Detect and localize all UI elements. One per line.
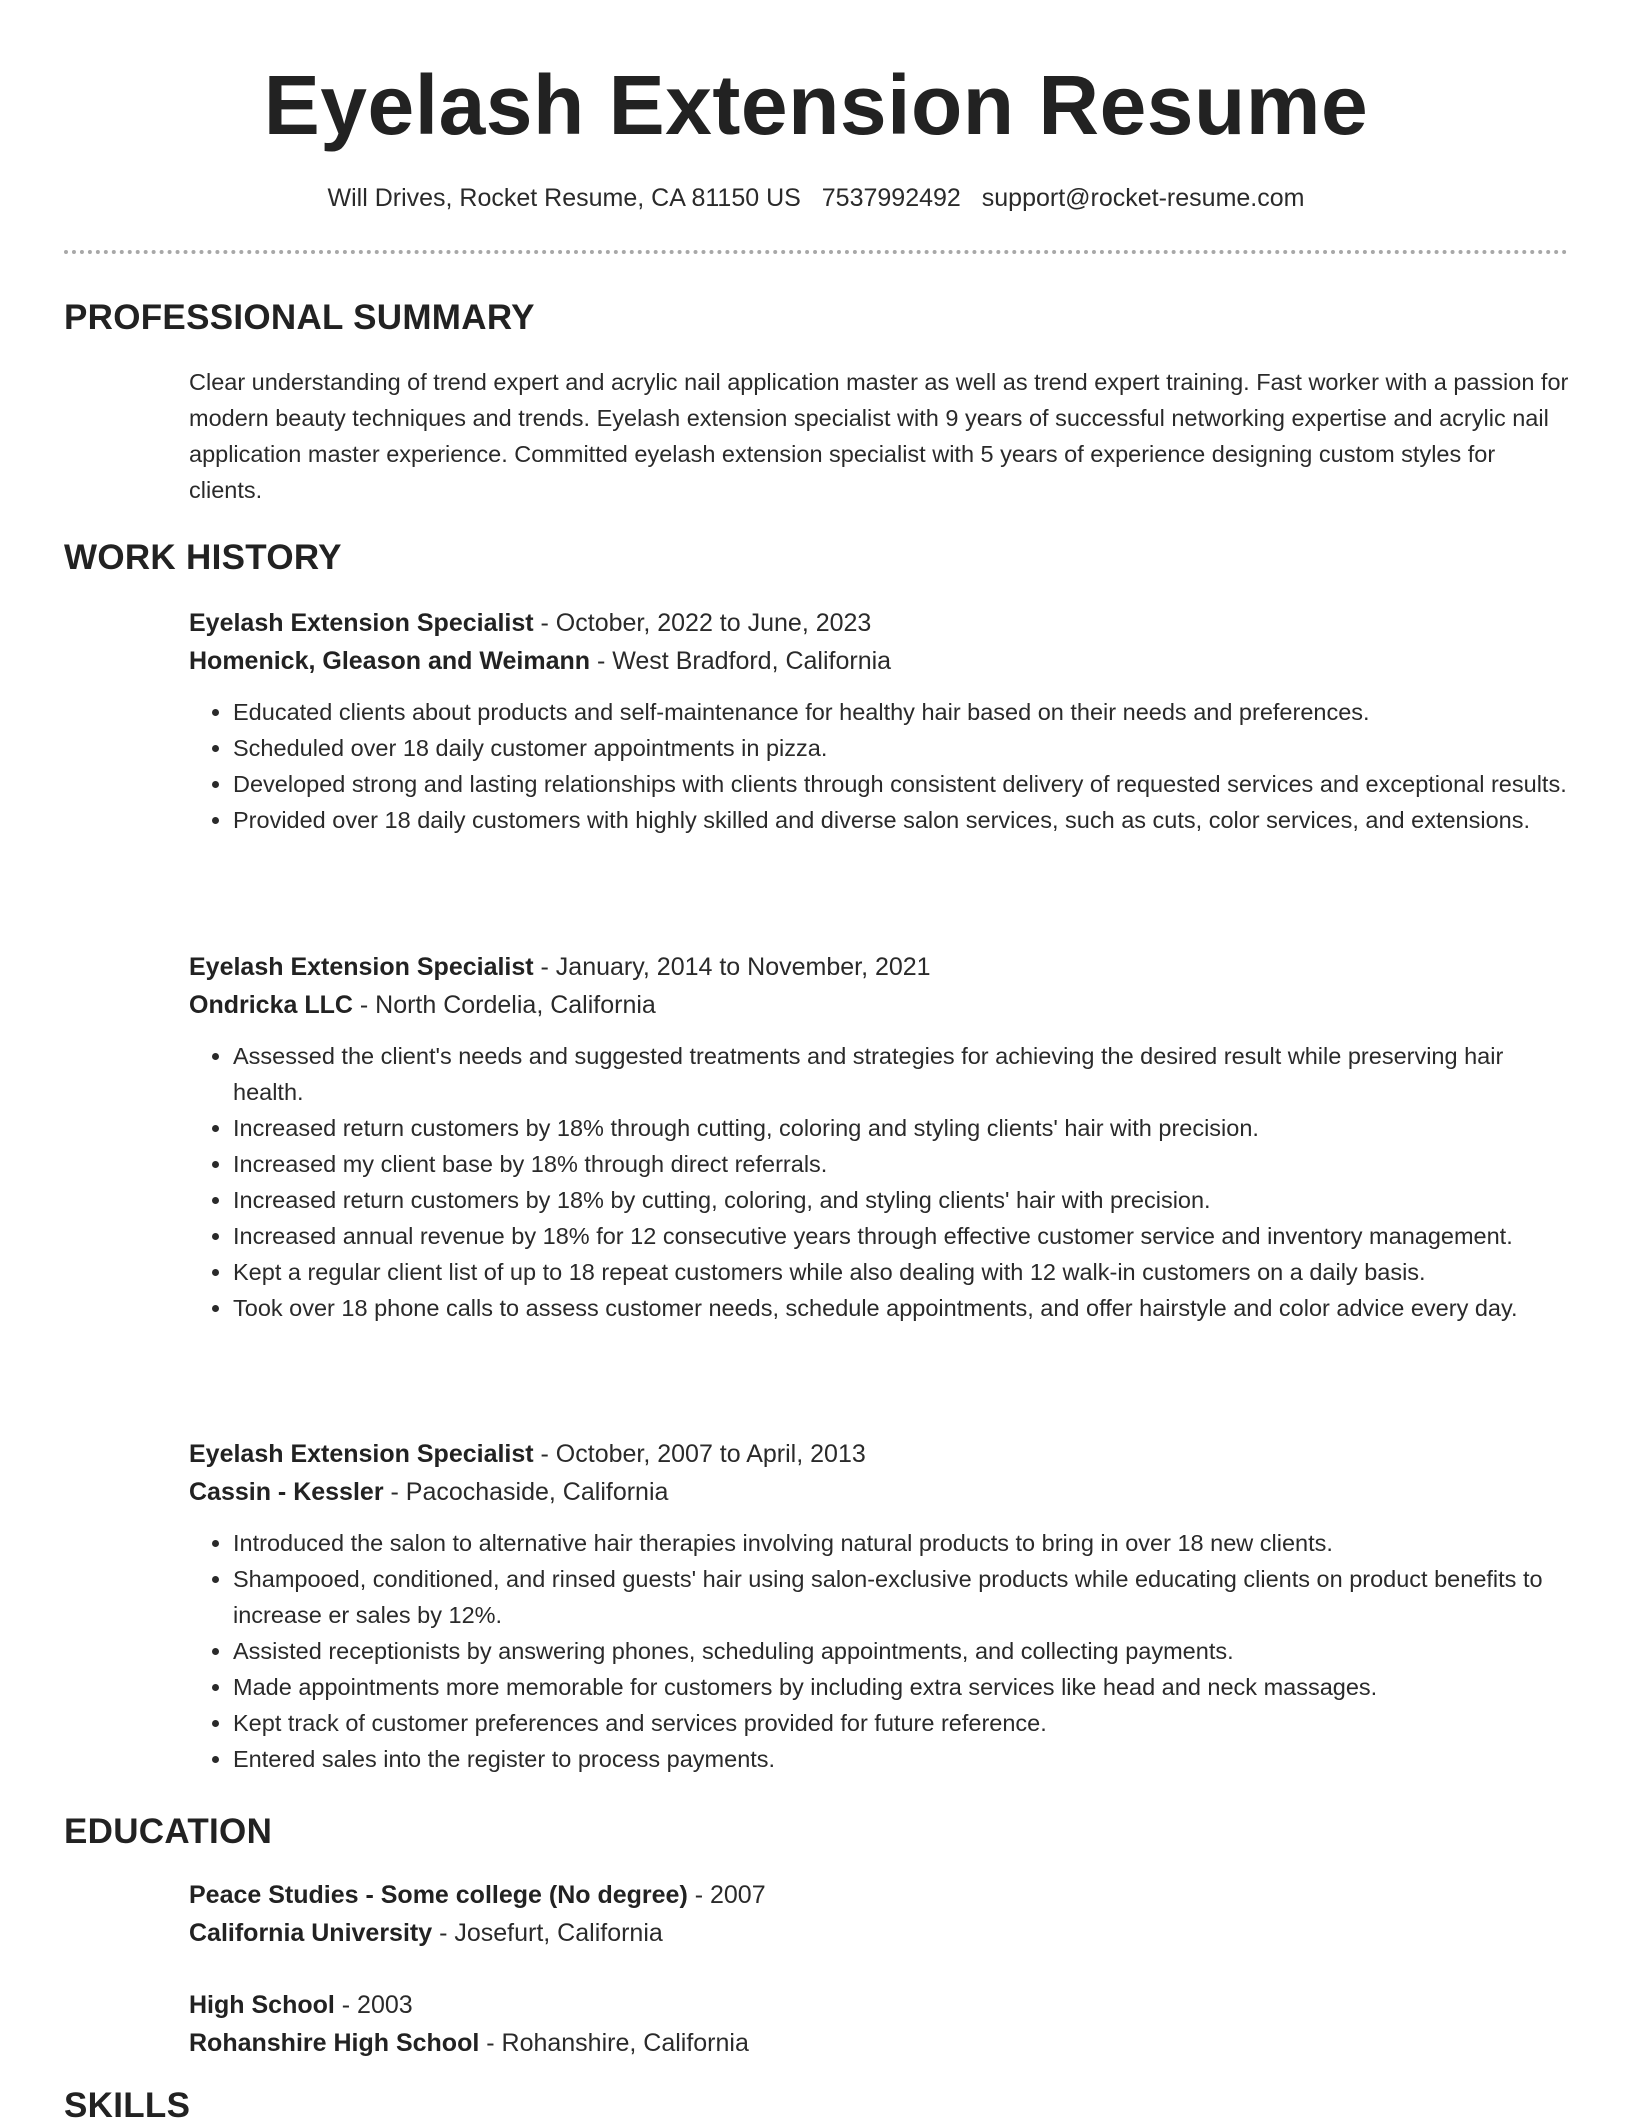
education-degree-line xyxy=(189,1986,1569,2024)
contact-email: support@rocket-resume.com xyxy=(981,184,1305,212)
job-bullet: • Scheduled over 18 daily customer appointments in pizza. xyxy=(233,730,1569,766)
job-bullet: • Increased annual revenue by 18% for 12 consecutive years through effective customer service and inventory management. xyxy=(233,1218,1569,1254)
education-school: Rohanshire High School xyxy=(189,2029,480,2057)
job-company: Ondricka LLC xyxy=(189,991,353,1019)
job-bullets xyxy=(189,1038,1569,1326)
job-bullet: • Entered sales into the register to process payments. xyxy=(233,1741,1569,1777)
education-school: California University xyxy=(189,1919,433,1947)
job-bullet: • Educated clients about products and self-maintenance for healthy hair based on their needs and preferences. xyxy=(233,694,1569,730)
section-title-skills: SKILLS xyxy=(64,2086,191,2125)
contact-address: Will Drives, Rocket Resume, CA 81150 US xyxy=(327,184,801,212)
job-bullet: • Kept track of customer preferences and services provided for future reference. xyxy=(233,1705,1569,1741)
education-year: - 2007 xyxy=(687,1881,766,1909)
section-title-summary: PROFESSIONAL SUMMARY xyxy=(64,298,535,337)
job-dates: - October, 2022 to June, 2023 xyxy=(533,609,872,637)
job-title: Eyelash Extension Specialist xyxy=(189,953,534,981)
job-company-line xyxy=(189,986,1569,1024)
education-school-line xyxy=(189,2024,1569,2062)
job-title-line xyxy=(189,1435,1569,1473)
job-bullet: • Made appointments more memorable for customers by including extra services like head and neck massages. xyxy=(233,1669,1569,1705)
job-title: Eyelash Extension Specialist xyxy=(189,1440,534,1468)
section-title-work-history: WORK HISTORY xyxy=(64,538,342,577)
job-bullet: • Assisted receptionists by answering phones, scheduling appointments, and collecting payments. xyxy=(233,1633,1569,1669)
section-title-education: EDUCATION xyxy=(64,1812,273,1851)
job-company-line xyxy=(189,1473,1569,1511)
job-dates: - January, 2014 to November, 2021 xyxy=(533,953,931,981)
summary-text: Clear understanding of trend expert and acrylic nail application master as well as trend expert training. Fast worker with a passion for modern beauty techniques and trends. Eyelash extension specialist with 9 years of successful networking expertise and acrylic nail application master experience. Committed eyelash extension specialist with 5 years of experience designing custom styles for clients. xyxy=(189,369,1569,503)
education-entry xyxy=(189,1876,1569,1952)
education-year: - 2003 xyxy=(334,1991,413,2019)
job-bullet: • Increased return customers by 18% by cutting, coloring, and styling clients' hair with precision. xyxy=(233,1182,1569,1218)
education-school-line xyxy=(189,1914,1569,1952)
job-bullet: • Kept a regular client list of up to 18 repeat customers while also dealing with 12 walk-in customers on a daily basis. xyxy=(233,1254,1569,1290)
job-entry xyxy=(189,1435,1569,1777)
job-location: - Pacochaside, California xyxy=(383,1478,669,1506)
education-location: - Josefurt, California xyxy=(432,1919,663,1947)
education-degree: High School xyxy=(189,1991,335,2019)
education-location: - Rohanshire, California xyxy=(479,2029,749,2057)
education-degree-line xyxy=(189,1876,1569,1914)
job-entry xyxy=(189,604,1569,838)
education-degree: Peace Studies - Some college (No degree) xyxy=(189,1881,688,1909)
job-bullet: • Provided over 18 daily customers with highly skilled and diverse salon services, such as cuts, color services, and extensions. xyxy=(233,802,1569,838)
job-title: Eyelash Extension Specialist xyxy=(189,609,534,637)
job-bullets xyxy=(189,694,1569,838)
resume-title: Eyelash Extension Resume xyxy=(263,58,1369,152)
job-bullet: • Shampooed, conditioned, and rinsed guests' hair using salon-exclusive products while educating clients on product benefits to increase er sales by 12%. xyxy=(233,1561,1569,1633)
job-bullet: • Introduced the salon to alternative hair therapies involving natural products to bring in over 18 new clients. xyxy=(233,1525,1569,1561)
job-bullet: • Assessed the client's needs and suggested treatments and strategies for achieving the desired result while preserving hair health. xyxy=(233,1038,1569,1110)
job-company: Cassin - Kessler xyxy=(189,1478,384,1506)
job-entry xyxy=(189,948,1569,1326)
job-company: Homenick, Gleason and Weimann xyxy=(189,647,591,675)
job-bullets xyxy=(189,1525,1569,1777)
job-bullet: • Developed strong and lasting relationships with clients through consistent delivery of requested services and exceptional results. xyxy=(233,766,1569,802)
education-entry xyxy=(189,1986,1569,2062)
job-title-line xyxy=(189,948,1569,986)
job-bullet: • Increased return customers by 18% through cutting, coloring and styling clients' hair with precision. xyxy=(233,1110,1569,1146)
job-bullet: • Increased my client base by 18% through direct referrals. xyxy=(233,1146,1569,1182)
contact-phone: 7537992492 xyxy=(821,184,961,212)
header-divider xyxy=(64,250,1568,254)
job-title-line xyxy=(189,604,1569,642)
job-location: - West Bradford, California xyxy=(590,647,892,675)
job-company-line xyxy=(189,642,1569,680)
job-location: - North Cordelia, California xyxy=(352,991,656,1019)
job-bullet: • Took over 18 phone calls to assess customer needs, schedule appointments, and offer hairstyle and color advice every day. xyxy=(233,1290,1569,1326)
contact-line xyxy=(0,178,1632,218)
job-dates: - October, 2007 to April, 2013 xyxy=(533,1440,866,1468)
